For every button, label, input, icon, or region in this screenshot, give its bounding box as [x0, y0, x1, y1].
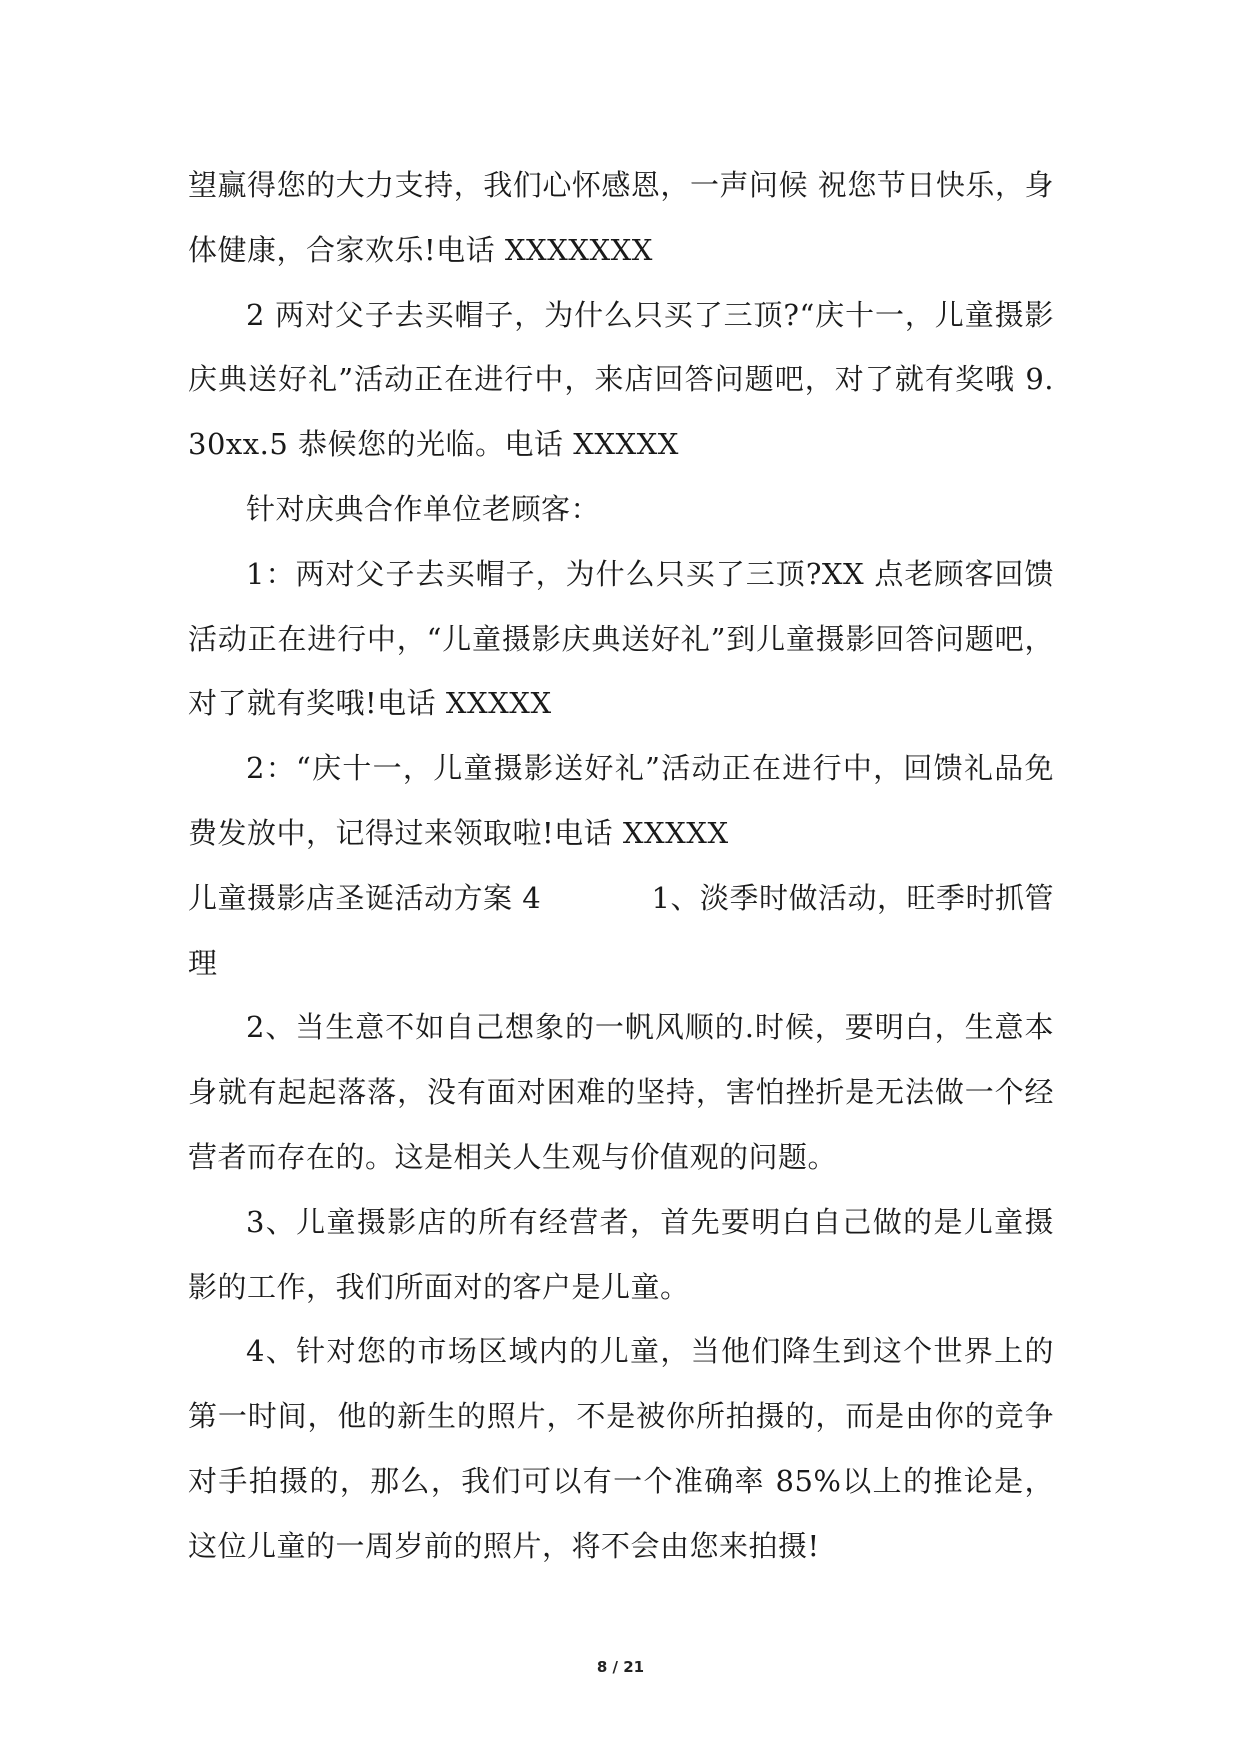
paragraph: 3、儿童摄影店的所有经营者，首先要明白自己做的是儿童摄影的工作，我们所面对的客户是儿童。: [188, 1204, 1054, 1304]
paragraph: 4、针对您的市场区域内的儿童，当他们降生到这个世界上的第一时间，他的新生的照片，不是被你所拍摄的，而是由你的竞争对手拍摄的，那么，我们可以有一个准确率 85%以上的推论是，这位儿童的一周岁前的照片，将不会由您来拍摄!: [188, 1334, 1054, 1563]
paragraph: 望赢得您的大力支持，我们心怀感恩，一声问候 祝您节日快乐，身体健康，合家欢乐!电话 XXXXXXX: [188, 168, 1054, 267]
paragraph: 2 两对父子去买帽子，为什么只买了三顶?“庆十一，儿童摄影庆典送好礼”活动正在进行中，来店回答问题吧，对了就有奖哦 9.30xx.5 恭候您的光临。电话 XXXXX: [188, 297, 1054, 462]
document-body: [188, 153, 1054, 1579]
paragraph: 2、当生意不如自己想象的一帆风顺的.时候，要明白，生意本身就有起起落落，没有面对困难的坚持，害怕挫折是无法做一个经营者而存在的。这是相关人生观与价值观的问题。: [188, 1010, 1054, 1174]
paragraph: 针对庆典合作单位老顾客：: [246, 491, 601, 526]
paragraph: 2：“庆十一，儿童摄影送好礼”活动正在进行中，回馈礼品免费发放中，记得过来领取啦!电话 XXXXX: [188, 751, 1054, 850]
section-heading-line: [188, 866, 1054, 931]
section-first-item-continuation: 理: [188, 945, 218, 980]
section-title: 儿童摄影店圣诞活动方案 4: [188, 880, 542, 915]
page-number: 8 / 21: [596, 1658, 645, 1676]
paragraph: 1：两对父子去买帽子，为什么只买了三顶?XX 点老顾客回馈活动正在进行中，“儿童摄影庆典送好礼”到儿童摄影回答问题吧，对了就有奖哦!电话 XXXXX: [188, 556, 1054, 721]
section-first-item: 1、淡季时做活动，旺季时抓管: [651, 880, 1054, 915]
